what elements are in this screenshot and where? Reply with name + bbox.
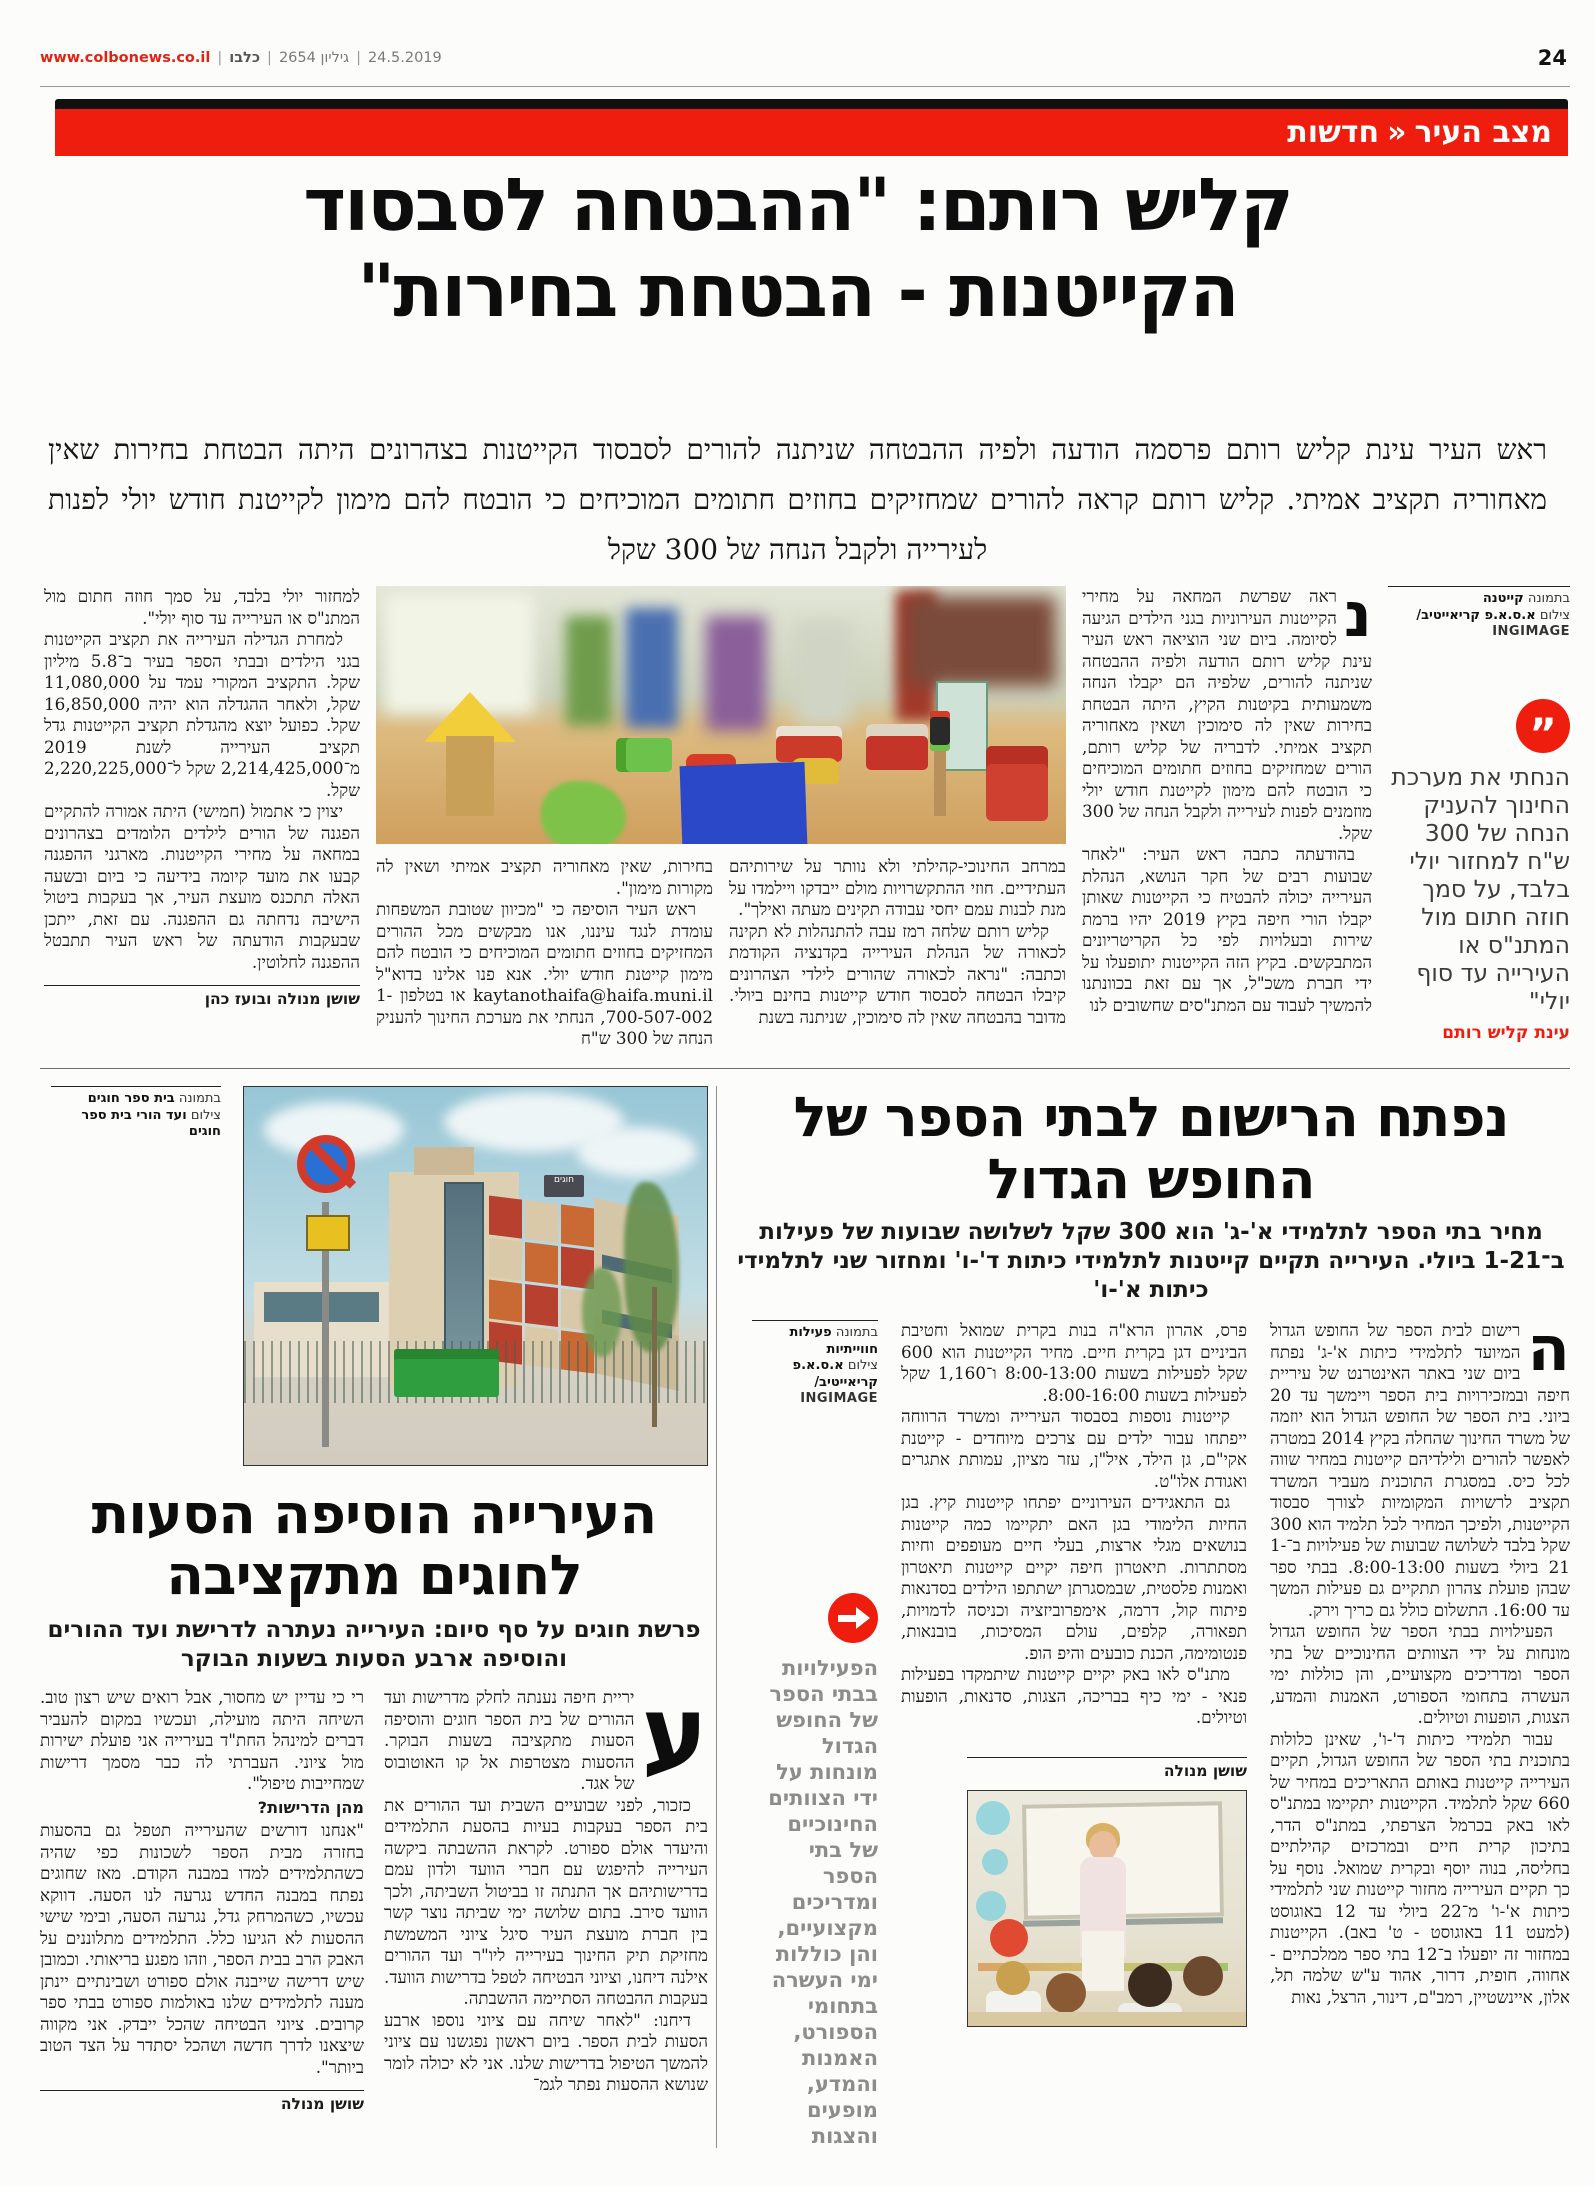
paragraph: פרס, אהרון הרא"ה בנות בקרית שמואל וחטיבת הביניים דגן בקרית חיים. מחיר הקייטנות הוא 600 שקל לפעילות בשעות 8:00-13:00 ו־1,160 שקל לפעילות בשעות 8:00-16:00. [901,1320,1247,1405]
headline-line2: הקייטנות - הבטחת בחירות" [357,249,1238,334]
panel [525,1242,558,1285]
article1-sidebar [1388,586,1570,1068]
paragraph [384,1674,708,1795]
paragraph: קייטנות נוספות בסבסוד העירייה ומשרד הרווחה ייפתחו עבור ילדים עם צרכים מיוחדים - קייטנת אקי"ם, גן הילד, איל"ן, עזר מציון, עמותת אתגרים ואגודת אלו"ט. [901,1406,1247,1491]
classroom-photo [967,1790,1247,2027]
separator: | [267,50,272,66]
caption-subject: פעילות חווייתיות [789,1325,878,1357]
credit-name: ועד הורי בית ספר חוגים [81,1107,221,1139]
headline-line2: החופש הגדול [987,1147,1315,1211]
article1-body [40,578,1570,1068]
caption-label: בתמונה [178,1091,221,1106]
headline-line1: קליש רותם: "ההבטחה לסבסוד [303,163,1292,248]
wall-decoration [976,1801,1010,1835]
question-subhead: מהן הדרישות? [257,1797,364,1817]
paragraph: גם התאגידים העירוניים יפתחו קייטנות קיץ. בגן החיות הלימודי בגן האם יתקיימו כמה קייטנות בנושאים מגלי ארצות, בעלי חיים מעופפים וחיות מסתתרות. תיאטרון חיפה יקיים קייטנות תיאטרון ואמנות פלסטית, שבמסגרתן ישתתפו הילדים בסדנאות פיתוח קול, דרמה, אימפרוביזציה וכניסה לדמויות, תפאורה, קלפים, עולם המסיכות, בובנאות, פנטומימה, הכנת כובעים והיפ הופ. [901,1492,1247,1663]
credit-agency: INGIMAGE [1492,624,1570,639]
banner-red-bar [55,109,1568,156]
paragraph: מתנ"ס לאו באק יקיים קייטנות שיתמקדו בפעילות פנאי - ימי כיף בבריכה, הצגות, סדנאות, הופעות וטיולים. [901,1664,1247,1727]
photo-caption-activity [752,1320,878,1408]
building-roof-box [414,1147,474,1175]
article2-highlight-column [752,1320,878,2149]
paragraph: למחזור יולי בלבד, על סמך חוזה חתום מול המתנ"ס או העירייה עד סוף יולי". [44,586,360,628]
photo-figure [796,621,851,726]
article1-center [376,586,1066,1068]
paragraph-text: ראה שפרשת המחאה על מחירי הקייטנות העירוניות בגני הילדים הגיעה לסיומה. ביום שני הוציאה ראש העיר עינת קליש רותם הודעה ולפיה ההבטחה שניתנה להורים, שלפיה הם יקבלו הנחה משמעותית בקיטנות הקיץ, היתה הבטחת בחירות שאין לה סימוכין ושאין מאחוריה תקציב אמיתי. לדבריה של קליש רותם, הורים שמחזיקים בחוזים חתומים המוכיחים כי הובטח להם מימון לקייטנת חודש יולי מוזמנים לפנות לעירייה ולקבל הנחה של 300 שקל. [1082,586,1372,843]
credit-label: צילום [190,1107,221,1123]
paragraph: "אנחנו דורשים שהעירייה תטפל גם בהסעות בחזרה מבית הספר לשכונות כפי שהיה כשהתלמידים למדו במבנה הקודם. מאז שחוגים נפתח במבנה החדש נגרעה לנו הסעה. דווקא עכשיו, כשהמרחק גדל, נגרעה הסעה, ובימי שישי ההסעות לא הגיעו כלל. התלמידים מתלוננים על האבק הרב בבית הספר, וזהו מפגע בריאותי. וכמובן שיש דרישה שייבנה אולם ספורט ושבינתיים יינתן מענה לתלמידים שלנו באולמות ספורט בבתי ספר קרובים. ציוני הבטיחה שהכל ייבדק. אני מקווה שיצאנו לדרך חדשה ושהכל יסתדר על הצד הטוב ביותר". [40,1820,364,2077]
article1-column2 [729,856,1066,1050]
paragraph: יצוין כי אתמול (חמישי) היתה אמורה להתקיים הפגנה של הורים לילדים הלומדים בצהרונים במחאה על מחירי הקייטנות. מארגני ההפגנה קבעו את מועד קיומה בידיעה כי ביום ובשעה האלה תתכנס מועצת העיר, אך בעקבות ביטול הישיבה נדחתה גם ההפגנה. עם זאת, ייתכן שבעקבות הודעתה של ראש העיר תתבטל ההפגנה לחלוטין. [44,801,360,972]
arrow-shaft [838,1615,857,1622]
pupil-head [1183,1956,1223,1996]
arrow-icon [828,1593,878,1643]
section-label: חדשות [1287,115,1380,150]
photo-caption-kindergarten [1388,586,1570,641]
paragraph: בחירות, שאין מאחוריה תקציב אמיתי ושאין לה מקורות מימון". [376,856,713,898]
tree [582,1267,622,1357]
paragraph: הפעילויות בבתי הספר של החופש הגדול מונחות על ידי הצוותים החינוכיים של בתי הספר ומדריכים מקצועיים, והן כוללות ימי העשרה בתחומי הספורט, האמנות והמדע, הצגות, הופעות וטיולים. [1270,1621,1570,1727]
paragraph: ראש העיר הוסיפה כי "מכיוון שטובת המשפחות עומדת לנגד עיננו, אנו מבקשים מכל ההורים המחזיקים בחוזים חתומים המוכיחים כי הובטח להם מימון קייטנת חודש יולי. אנא פנו אלינו בדוא"ל kaytanothaifa@haifa.muni.il או בטלפון 1-700-507-002, הנחתי את מערכת החינוך להעניק הנחה של 300 ש"ח [376,899,713,1048]
article3-body [40,1674,708,2116]
separator: | [356,50,361,66]
photo-rug [906,596,1056,686]
photo-caption-school [51,1086,221,1466]
teacher-skirt [1082,1931,1124,1991]
article2-column2 [901,1320,1247,2149]
yellow-sign [306,1215,350,1251]
article3-column1 [384,1674,708,2116]
wall-decoration [976,1891,1006,1921]
caption-label: בתמונה [1527,591,1570,606]
paragraph: למחרת הגדילה העירייה את תקציב הקייטנות בגני הילדים ובבתי הספר בעיר ב־5.8 מיליון שקל. התקציב המקורי עמד על 11,080,000 שקל, ולאחר ההגדלה הוא יהיה 16,850,000 שקל. כפועל יוצא מהגדלת תקציב הקייטנות גדל תקציב העירייה לשנת 2019 מ־2,214,425,000 שקל ל־2,220,225,000 שקל. [44,629,360,800]
arrow-head [856,1607,870,1629]
paragraph: עבור תלמידי כיתות ד'-ו', שאינן כלולות בתוכנית בתי הספר של החופש הגדול, תקיים העירייה קייטנות באותם התאריכים במחיר של 660 שקל לתלמיד. הקייטנות יתקיימו במתנ"ס לאו באק בכרמל הצרפתי, במתנ"ס הדר, בתיכון קרית חיים ובמרכזים קהילתיים בחליסה, בנוה יוסף ובקרית שמואל. נוסף על כך תקיים העירייה מחזור קייטנות שני לתלמידי כיתות א'-ו' מ־22 ביולי עד 12 באוגוסט (למעט 11 באוגוסט - ט' באב). הקייטנות במחזור זה יופעלו ב־12 בתי ספר ממלכתיים - אחווה, חופית, דרור, אהוד ע"ש שלמה תל, אלון, איינשטיין, רמב"ם, דינור, הרצל, נאות [1270,1728,1571,2007]
panel [489,1280,522,1323]
toy-bus [776,726,842,762]
article2-headline [732,1086,1570,1210]
article2-zone [732,1086,1570,2186]
quote-icon [1516,699,1570,758]
photo-cloud [577,1127,697,1177]
pupil-head [996,1961,1030,1995]
caption-subject: קייטנה [1482,591,1524,606]
panel [561,1204,594,1247]
article2-deck: מחיר בתי הספר לתלמידי א'-ג' הוא 300 שקל לשלושה שבועות של פעילות ב־1-21 ביולי. העירייה תקיים קייטנות לתלמידי כיתות ד'-ו' ומחזור שני לתלמידי כיתות א'-ו' [737,1219,1565,1303]
panel [525,1284,558,1327]
section-banner [55,99,1568,156]
school-photo [243,1086,708,1466]
quote-glyph: ” [1529,708,1557,758]
paragraph: בהודעתה כתבה ראש העיר: "לאחר שבועות רבים של חקר הנושא, הנהלת העירייה יכולה להבטיח כי הקייטנות שאותן יקבלו הורי חיפה בקיץ 2019 יהיו ברמת שירות ובעלויות לפי כל הקריטריונים המתבקשים. בקיץ הזה הקייטנות יתופעלו על ידי חברת משכ"ל, אך עם זאת בכוונתנו להמשיך לעבוד עם המתנ"סים שחשובים לנו [1082,844,1372,1015]
vertical-divider [716,1086,717,2148]
drop-cap: ע [641,1674,708,1791]
panel [489,1238,522,1281]
issue-number: גיליון 2654 [278,50,350,66]
drop-cap: נ [1343,578,1372,651]
page-number: 24 [1537,46,1567,70]
separator: | [217,50,223,66]
paragraph: רי כי עדיין יש מחסור, אבל רואים שיש רצון טוב. השיחה היתה מועילה, ועכשיו במקום להעביר דברים למינהל החת"ד בעירייה אני פועלת ישירות מול ציוני. העברתי לה כבר מסמך דרישות שמחייבות טיפול". [40,1687,364,1793]
photo-figure [626,608,678,728]
toy-house-roof [424,692,516,742]
wall-decoration [982,1849,1008,1875]
section-divider-rule [40,1068,1570,1069]
pupil-head [1128,1963,1172,2007]
article3-zone [40,1086,708,2116]
toy-house [446,736,494,816]
paragraph: במרחב החינוכי-קהילתי ולא נוותר על שירותיהם העתידיים. חוזי ההתקשרויות מולם ייבדקו ויילמדו על מנת לבנות עמם יחסי עבודה תקינים מעתה ואילך". [729,856,1066,919]
section-title: מצב העיר [1414,115,1552,150]
paragraph [1082,578,1372,844]
drop-cap: ה [1527,1312,1570,1385]
article1-under-photo [376,856,1066,1050]
toy-bus [866,724,928,770]
pull-quote: הנחתי את מערכת החינוך להעניק הנחה של 300 ש"ח למחזור יולי בלבד, על סמך חוזה חתום מול המתנ"ס או העירייה עד סוף יולי" [1391,762,1570,1015]
article3-column2 [40,1687,364,2116]
site-url: www.colbonews.co.il [40,50,211,66]
credit-name: א.ס.א.פ קריאייטיב/ [792,1358,878,1390]
paragraph: קליש רותם שלחה רמז עבה להתנהלות לא תקינה לכאורה של הנהלת העירייה בקדנציה הקודמת וכתבה: "נראה לכאורה שהורים לילדי הצהרונים קיבלו הבטחה לסבסוד חודש קייטנות בחינם ביולי. מדובר בהבטחה שאין לה סימוכין, שניתנה בשנת [729,920,1066,1027]
pull-quote-attribution: עינת קליש רותם [1442,1022,1570,1043]
byline: שושן מנולה [40,2090,364,2116]
byline: שושן מנולה ובועז כהן [44,985,360,1011]
toy-fire-truck [986,746,1048,821]
byline: שושן מנולה [967,1757,1247,1783]
kindergarten-photo [376,586,1066,844]
paper-name: כלבו [229,50,261,66]
credit-label: צילום [1539,607,1570,623]
credit-name: א.ס.א.פ קריאייטיב/ [1416,607,1536,623]
toy-truck [616,738,672,772]
credit-label: צילום [847,1358,878,1373]
panel [489,1196,522,1239]
chevron-icon: « [1387,115,1407,150]
toy-traffic-light [930,711,950,751]
paragraph [1270,1312,1571,1621]
article2-column1 [1270,1312,1571,2149]
headline-line1: העירייה הוסיפה הסעות [91,1482,657,1546]
highlight-text: הפעילויות בבתי הספר של החופש הגדול מונחות על ידי הצוותים החינוכיים של בתי הספר ומדריכים מקצועיים, והן כוללות ימי העשרה בתחומי הספורט, האמנות והמדע, מופעים והצגות [768,1655,878,2148]
article1-deck: ראש העיר עינת קליש רותם פרסמה הודעה ולפיה ההבטחה שניתנה להורים לסבסוד הקייטנות בצהרונים היתה הבטחת בחירות שאין מאחוריה תקציב אמיתי. קליש רותם קראה להורים שמחזיקים בחוזים חתומים המוכיחים כי הובטח להם מימון לקייטנת חודש יולי לפנות לעירייה ולקבל הנחה של 300 שקל [48,433,1547,566]
tree-trunk [652,1287,657,1427]
school-name-sign: חוגים [544,1175,584,1197]
panel [525,1200,558,1243]
toy-tree [541,781,626,844]
article2-body [732,1312,1571,2149]
photo-figure [706,616,766,731]
page-header [40,46,1567,76]
article3-deck: פרשת חוגים על סף סיום: העירייה נעתרה לדרישת ועד ההורים והוסיפה ארבע הסעות בשעות הבוקר [47,1617,701,1672]
article2-byline-photo-block [967,1757,1247,2028]
credit-agency: INGIMAGE [800,1391,878,1406]
header-rule [40,86,1570,87]
masthead-line [40,50,442,66]
pupil-head [1046,1973,1086,2013]
banner-black-strip [55,99,1568,109]
article1-column3 [376,856,713,1050]
caption-subject: בית ספר חוגים [87,1091,175,1106]
article1-headline [40,163,1555,335]
headline-line1: נפתח הרישום לבתי הספר של [793,1085,1509,1149]
red-wall-circle [990,1919,1028,1957]
article3-headline [40,1484,708,1606]
desk [968,2012,1246,2026]
paragraph-text: יריית חיפה נענתה לחלק מדרישות ועד ההורים של בית הספר חוגים והוסיפה הסעות מתקציבה בשעות הבוקר. ההסעות מצטרפות אל קו האוטובוס של אגד. [384,1687,635,1793]
photo-figure [566,616,612,726]
article3-photo-row [40,1086,708,1466]
toy-blue-board [680,762,808,844]
caption-label: בתמונה [835,1325,878,1340]
paragraph-text: רישום לבית הספר של החופש הגדול המיועד לתלמידי כיתות א'-ג' נפתח ביום שני באתר האינטרנט של עיריית חיפה ובמזכירויות בית הספר ויימשך עד 20 ביוני. בית הספר של החופש הגדול הוא יוזמה של משרד החינוך שהחלה בקיץ 2014 במטרה לאפשר להורים ולילדיהם קייטנות במחיר שווה לכל כיס. במסגרת התוכנית מעביר המשרד תקציב לרשויות המקומיות לצורך סבסוד הקייטנות, ולפיכך המחיר לכל תלמיד הוא 300 שקל בלבד לשלושה שבועות של פעילויות ב־1-21 ביולי בשעות 8:00-13:00. בבתי ספר שבהן פועלת צהרון תתקיים גם פעילות המשך עד 16:00. התשלום כולל גם כריך וירק. [1270,1320,1571,1620]
headline-line2: לחוגים מתקציבה [166,1543,582,1607]
green-dumpster [394,1349,499,1397]
article1-column4 [44,586,360,1068]
issue-date: 24.5.2019 [367,50,442,66]
paragraph: דיחנו: "לאחר שיחה עם ציוני נוספו ארבע הסעות לבית הספר. ביום ראשון נפגשנו עם ציוני להמשך הטיפול בדרישות שלנו. אני לא יכולה לומר שנושא ההסעות נפתר לגמ־ [384,2009,708,2094]
article1-column1 [1082,578,1372,1068]
paragraph: כזכור, לפני שבועיים השבית ועד ההורים את בית הספר בעקבות בעיות בהסעת התלמידים והיעדר אולם ספורט. לקראת ההשבתה ביקשה העירייה להיפגש עם חברי הוועד ולדון עמם בדרישותיהם אך התנתה זו בביטול השביתה, ולכך הוועד סירב. בתום שלושה ימי שביתה נוצר קשר בין חברת מועצת העיר סיגל ציוני המשמשת מחזיקת תיק החינוך בעירייה ליו"ר ועד ההורים אילנה דיחנו, וציוני הבטיחה לטפל בדרישות הוועד. בעקבות ההבטחה הסתיימה ההשבתה. [384,1794,708,2008]
